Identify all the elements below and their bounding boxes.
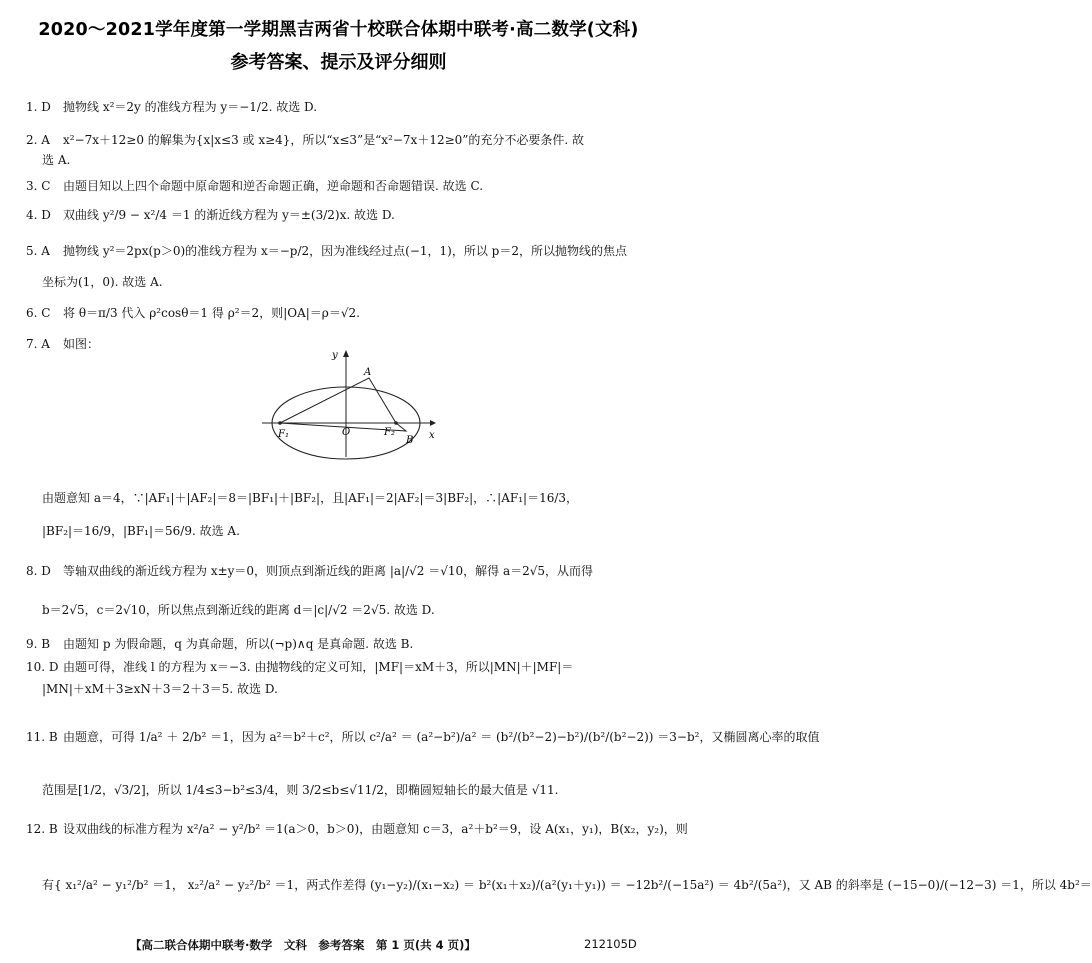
point-f1 — [278, 421, 282, 425]
y-axis-arrow — [343, 350, 349, 357]
footer-label: 【高二联合体期中联考·数学 文科 参考答案 第 1 页(共 4 页)】 — [130, 938, 476, 952]
answer-text: 由题意，可得 1/a² ＋ 2/b² ＝1，因为 a²＝b²＋c²，所以 c²/a² ＝ (a²−b²)/a² ＝ (b²/(b²−2)−b²)/(b²/(b²−2)) ＝3−b²，又椭圆离心率的取值 — [63, 730, 820, 744]
ellipse-diagram — [258, 345, 440, 463]
answer-text: 由题可得，准线 l 的方程为 x＝−3. 由抛物线的定义可知，|MF|＝xM＋3，所以|MN|＋|MF|＝ — [63, 660, 574, 674]
answer-text: 将 θ＝π/3 代入 ρ²cosθ＝1 得 ρ²＝2，则|OA|＝ρ＝√2. — [63, 306, 360, 320]
answer-6 — [26, 306, 656, 320]
label-y: y — [332, 350, 338, 361]
answer-10 — [26, 660, 656, 674]
point-f2 — [394, 421, 398, 425]
answer-5-continued: 坐标为(1，0). 故选 A. — [42, 275, 163, 289]
answer-number: 12. B — [26, 822, 58, 836]
label-x: x — [429, 430, 435, 441]
answer-8 — [26, 564, 656, 578]
answer-4 — [26, 208, 656, 222]
label-a: A — [364, 367, 372, 378]
answer-12-continued: 有{ x₁²/a² − y₁²/b² ＝1， x₂²/a² − y₂²/b² ＝1，两式作差得 (y₁−y₂)/(x₁−x₂) ＝ b²(x₁＋x₂)/(a²(y₁＋y₁)) ＝ −12b²/(−15a²) ＝ 4b²/(5a²)，又 AB 的斜率是 (−15−0)/(−12−3) ＝1，所以 4b²＝ — [42, 878, 1092, 892]
answer-number: 4. D — [26, 208, 51, 222]
answer-9 — [26, 637, 656, 651]
answer-7-continued-2: |BF₂|＝16/9，|BF₁|＝56/9. 故选 A. — [42, 524, 240, 538]
answer-text: 设双曲线的标准方程为 x²/a² − y²/b² ＝1(a＞0，b＞0)，由题意知 c＝3，a²＋b²＝9，设 A(x₁，y₁)，B(x₂，y₂)，则 — [63, 822, 688, 836]
label-b: B — [406, 435, 414, 446]
answer-number: 3. C — [26, 179, 51, 193]
answer-8-continued: b＝2√5，c＝2√10，所以焦点到渐近线的距离 d＝|c|/√2 ＝2√5. 故选 D. — [42, 603, 435, 617]
answer-number: 5. A — [26, 244, 50, 258]
answer-number: 10. D — [26, 660, 59, 674]
answer-text: 抛物线 y²＝2px(p＞0)的准线方程为 x＝−p/2，因为准线经过点(−1，1)，所以 p＝2，所以抛物线的焦点 — [63, 244, 627, 258]
footer-code: 212105D — [584, 937, 637, 951]
document-title: 2020～2021学年度第一学期黑吉两省十校联合体期中联考·高二数学(文科) — [38, 20, 639, 40]
answer-number: 8. D — [26, 564, 51, 578]
answer-number: 2. A — [26, 133, 50, 147]
x-axis-arrow — [430, 420, 436, 426]
answer-text: 由题目知以上四个命题中原命题和逆否命题正确，逆命题和否命题错误. 故选 C. — [63, 179, 484, 193]
answer-11 — [26, 730, 820, 744]
answer-number: 7. A — [26, 337, 50, 351]
answer-7-continued: 由题意知 a＝4，∵|AF₁|＋|AF₂|＝8＝|BF₁|＋|BF₂|，且|AF₁|＝2|AF₂|＝3|BF₂|，∴|AF₁|＝16/3， — [42, 491, 579, 505]
document-subtitle: 参考答案、提示及评分细则 — [230, 52, 447, 73]
answer-text: 由题知 p 为假命题，q 为真命题，所以(¬p)∧q 是真命题. 故选 B. — [63, 637, 414, 651]
answer-number: 6. C — [26, 306, 51, 320]
answer-5 — [26, 244, 656, 258]
answer-number: 9. B — [26, 637, 51, 651]
answer-text: 双曲线 y²/9 − x²/4 ＝1 的渐近线方程为 y＝±(3/2)x. 故选 D. — [63, 208, 395, 222]
answer-2-continued: 选 A. — [42, 153, 71, 167]
answer-text: x²−7x＋12≥0 的解集为{x|x≤3 或 x≥4}，所以“x≤3”是“x²−7x＋12≥0”的充分不必要条件. 故 — [63, 133, 585, 147]
answer-2 — [26, 133, 656, 147]
answer-3 — [26, 179, 656, 193]
answer-text: 如图： — [63, 337, 100, 351]
answer-number: 11. B — [26, 730, 58, 744]
answer-text: 抛物线 x²＝2y 的准线方程为 y＝−1/2. 故选 D. — [63, 100, 318, 114]
answer-1 — [26, 100, 656, 114]
answer-12 — [26, 822, 688, 836]
label-f1: F₁ — [278, 429, 289, 440]
label-o: O — [342, 427, 351, 438]
answer-number: 1. D — [26, 100, 51, 114]
answer-10-continued: |MN|＋xM＋3≥xN＋3＝2＋3＝5. 故选 D. — [42, 682, 278, 696]
answer-11-continued: 范围是[1/2，√3/2]，所以 1/4≤3−b²≤3/4，则 3/2≤b≤√11/2，即椭圆短轴长的最大值是 √11. — [42, 783, 559, 797]
label-f2: F₂ — [384, 427, 395, 438]
answer-text: 等轴双曲线的渐近线方程为 x±y＝0，则顶点到渐近线的距离 |a|/√2 ＝√10，解得 a＝2√5，从而得 — [63, 564, 594, 578]
